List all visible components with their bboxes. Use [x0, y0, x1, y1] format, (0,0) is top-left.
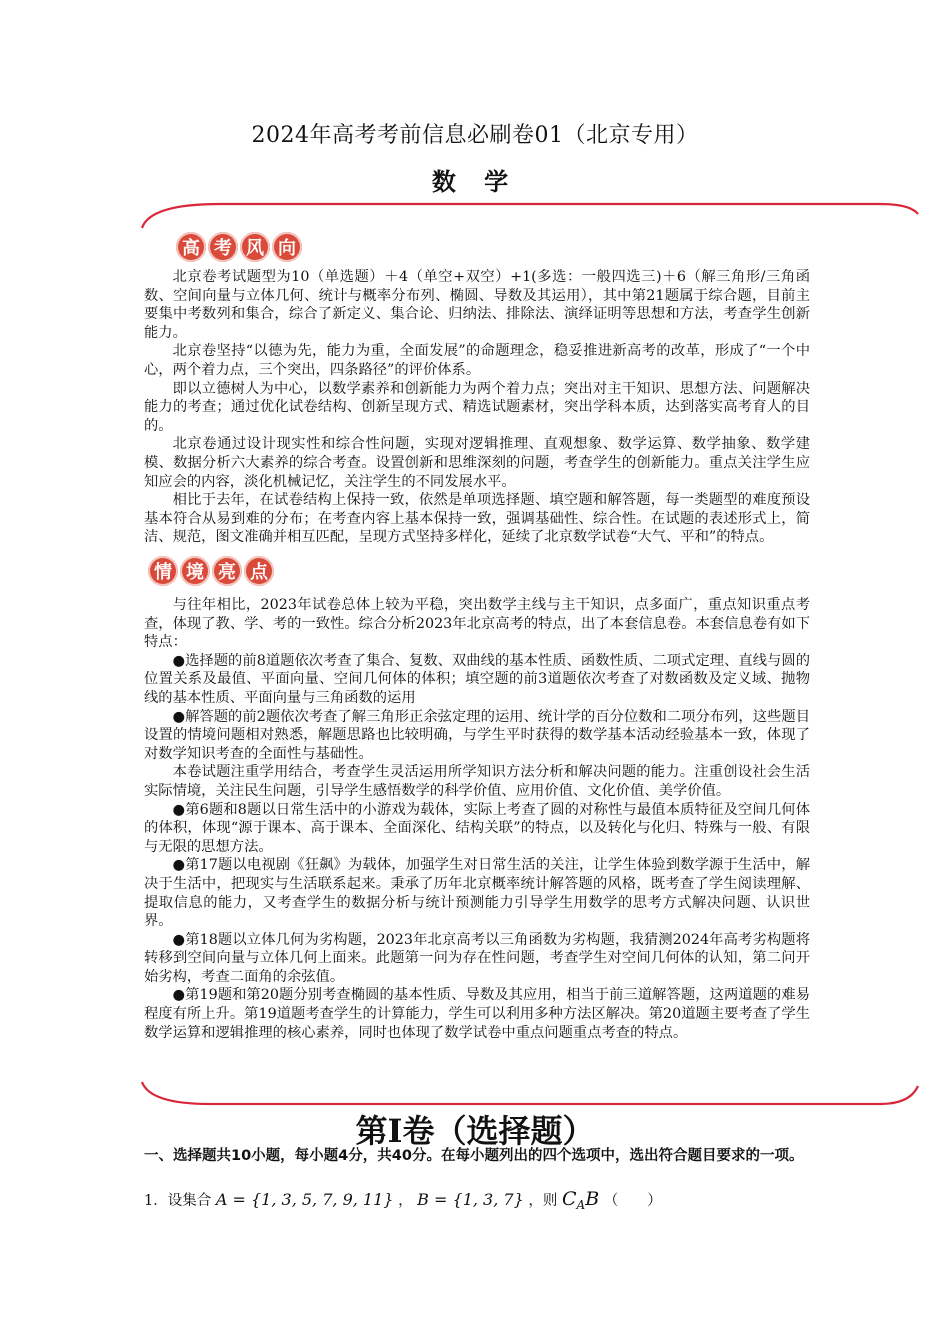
paragraph: ●第19题和第20题分别考查椭圆的基本性质、导数及其应用，相当于前三道解答题，这两道题的难易程度有所上升。第19道题考查学生的计算能力，学生可以利用多种方法区解决。第20道题主要考查了学生数学运算和逻辑推理的核心素养，同时也体现了数学试卷中重点问题重点考查的特点。	[144, 987, 810, 1041]
badge-char: 考	[208, 232, 238, 262]
section-badge-qingjing	[148, 556, 274, 586]
separator: ，	[398, 1193, 413, 1209]
then-text: ，则	[528, 1193, 558, 1209]
badge-char: 境	[180, 556, 210, 586]
paragraph: 北京卷通过设计现实性和综合性问题，实现对逻辑推理、直观想象、数学运算、数学抽象、数学建模、数据分析六大素养的综合考查。设置创新和思维深刻的问题，考查学生的创新能力。重点关注学生应知应会的内容，淡化机械记忆，关注学生的不同发展水平。	[144, 436, 810, 490]
paragraph: ●第17题以电视剧《狂飙》为载体，加强学生对日常生活的关注，让学生体验到数学源于生活中，解决于生活中，把现实与生活联系起来。秉承了历年北京概率统计解答题的风格，既考查了学生阅读理解、提取信息的能力，又考查学生的数据分析与统计预测能力引导学生用数学的思考方式解决问题、认识世界。	[144, 857, 810, 930]
badge-char: 亮	[212, 556, 242, 586]
badge-char: 高	[176, 232, 206, 262]
badge-char: 情	[148, 556, 178, 586]
section-qingjing-text	[144, 596, 810, 1042]
paragraph: ●第6题和8题以日常生活中的小游戏为载体，实际上考查了圆的对称性与最值本质特征及空间几何体的体积，体现“源于课本、高于课本、全面深化、结构关联”的特点，以及转化与化归、特殊与一般、有限与无限的思想方法。	[144, 801, 810, 855]
question-number: 1．设集合	[144, 1193, 212, 1209]
complement-subscript: A	[576, 1197, 586, 1212]
paragraph: ●解答题的前2题依次考查了解三角形正余弦定理的运用、统计学的百分位数和二项分布列，这些题目设置的情境问题相对熟悉，解题思路也比较明确，与学生平时获得的数学基本活动经验基本一致，体现了对数学知识考查的全面性与基础性。	[144, 708, 810, 762]
badge-char: 点	[244, 556, 274, 586]
paragraph: 北京卷考试题型为10（单选题）＋4（单空+双空）+1(多选：一般四选三)＋6（解三角形/三角函数、空间向量与立体几何、统计与概率分布列、椭圆、导数及其运用），其中第21题属于综合题，目前主要集中考数列和集合，综合了新定义、集合论、归纳法、排除法、演绎证明等思想和方法，考查学生创新能力。	[144, 269, 810, 341]
frame-bottom-curve	[142, 1082, 918, 1104]
paragraph: ●选择题的前8道题依次考查了集合、复数、双曲线的基本性质、函数性质、二项式定理、直线与圆的位置关系及最值、平面向量、空间几何体的体积；填空题的前3道题依次考查了对数函数及定义域、抛物线的基本性质、平面向量与三角函数的运用	[144, 652, 810, 706]
badge-char: 风	[240, 232, 270, 262]
section-instructions: 一、选择题共10小题，每小题4分，共40分。在每小题列出的四个选项中，选出符合题目要求的一项。	[144, 1148, 804, 1164]
answer-blank: （ ）	[603, 1193, 662, 1209]
subject-title: 数 学	[431, 167, 519, 196]
paragraph: 即以立德树人为中心，以数学素养和创新能力为两个着力点；突出对主干知识、思想方法、问题解决能力的考查；通过优化试卷结构、创新呈现方式、精选试题素材，突出学科本质，达到落实高考育人的目的。	[144, 380, 810, 434]
paragraph: ●第18题以立体几何为劣构题，2023年北京高考以三角函数为劣构题，我猜测2024年高考劣构题将转移到空间向量与立体几何上面来。此题第一问为存在性问题，考查学生对空间几何体的认知，第二问开始劣构，考查二面角的余弦值。	[144, 931, 810, 985]
paragraph: 相比于去年，在试卷结构上保持一致，依然是单项选择题、填空题和解答题，每一类题型的难度预设基本符合从易到难的分布；在考查内容上基本保持一致，强调基础性、综合性。在试题的表述形式上，简洁、规范，图文准确并相互匹配，呈现方式坚持多样化，延续了北京数学试卷“大气、平和”的特点。	[144, 492, 810, 546]
paragraph: 本卷试题注重学用结合，考查学生灵活运用所学知识方法分析和解决问题的能力。注重创设社会生活实际情境，关注民生问题，引导学生感悟数学的科学价值、应用价值、文化价值、美学价值。	[144, 764, 810, 799]
section-gaokao-text	[144, 268, 810, 547]
paragraph: 与往年相比，2023年试卷总体上较为平稳，突出数学主线与主干知识，点多面广，重点知识重点考查，体现了教、学、考的一致性。综合分析2023年北京高考的特点，出了本套信息卷。本套信息卷有如下特点：	[144, 597, 810, 651]
complement-symbol: C	[561, 1188, 577, 1210]
badge-char: 向	[272, 232, 302, 262]
set-b: B = {1, 3, 7}	[417, 1190, 524, 1209]
frame-top-curve	[142, 204, 918, 228]
part-title: 第Ⅰ卷（选择题）	[355, 1112, 595, 1150]
question-1	[144, 1188, 662, 1212]
section-badge-gaokao	[176, 232, 302, 262]
complement-set: B	[585, 1188, 600, 1210]
paragraph: 北京卷坚持“以德为先，能力为重，全面发展”的命题理念，稳妥推进新高考的改革，形成了“一个中心，两个着力点，三个突出，四条路径”的评价体系。	[144, 343, 810, 378]
page-title: 2024年高考考前信息必刷卷01（北京专用）	[251, 123, 699, 148]
set-a: A = {1, 3, 5, 7, 9, 11}	[215, 1190, 394, 1209]
